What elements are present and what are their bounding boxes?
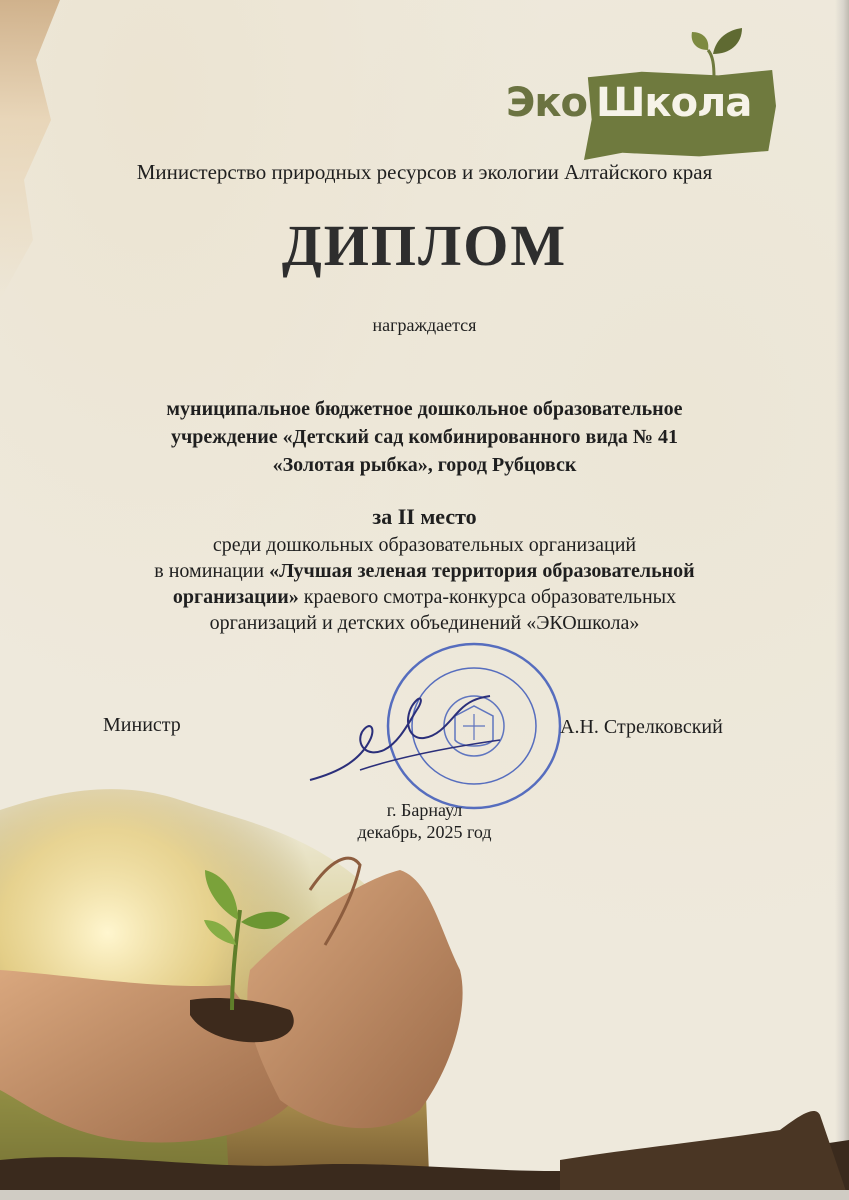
sprout-icon [686,20,746,80]
details-line: организаций и детских объединений «ЭКОшкола» [209,612,640,634]
organization-line: муниципальное бюджетное дошкольное образовательное [166,398,683,420]
logo-text-eko: Эко [506,80,587,126]
organization-line: учреждение «Детский сад комбинированного вида № 41 [170,426,678,448]
signatory-name: А.Н. Стрелковский [560,716,723,738]
award-place: за II место [372,504,477,529]
award-details [0,532,849,636]
details-line [0,558,849,584]
scan-bottom-edge [0,1190,849,1200]
issue-date: декабрь, 2025 год [357,822,492,842]
contest-description: краевого смотра-конкурса образовательных [298,586,677,608]
details-line [0,584,849,610]
nomination-title: «Лучшая зеленая территория образовательной [269,560,695,582]
handwritten-signature [300,680,520,790]
logo-text-shkola: Школа [596,80,752,126]
ministry-name: Министерство природных ресурсов и экологии Алтайского края [136,160,713,184]
issue-city: г. Барнаул [386,800,463,820]
ekoshkola-logo [506,20,776,140]
nomination-prefix: в номинации [154,560,270,582]
document-title: ДИПЛОМ [281,213,568,278]
organization-name [0,395,849,479]
awarded-label: награждается [372,315,477,335]
signatory-position: Министр [103,714,181,736]
nomination-title-end: организации» [172,586,299,608]
organization-line: «Золотая рыбка», город Рубцовск [272,454,577,476]
details-line: среди дошкольных образовательных организаций [212,534,637,556]
